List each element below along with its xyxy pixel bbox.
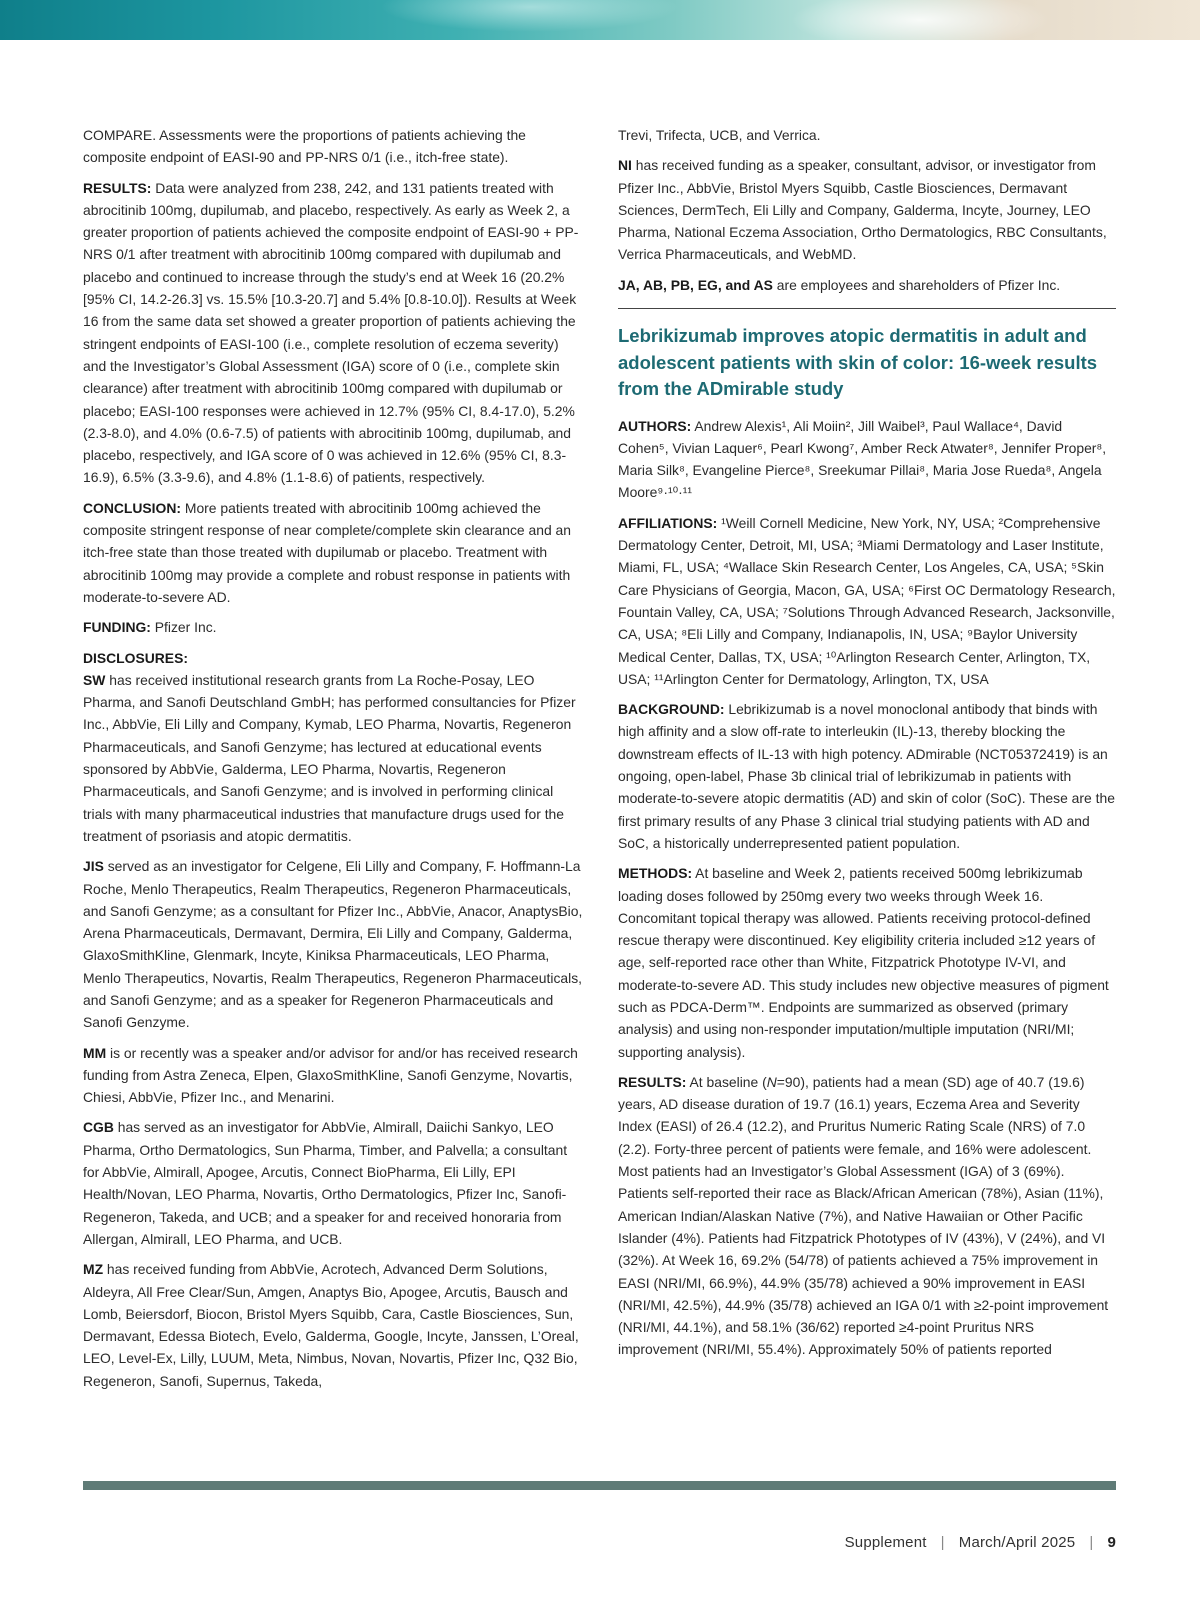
disclosure-mm-label: MM	[83, 1044, 107, 1061]
footer-issue: March/April 2025	[958, 1534, 1076, 1551]
right-column	[618, 124, 1116, 1369]
results-label-right: RESULTS:	[618, 1073, 687, 1090]
disclosure-employees-label: JA, AB, PB, EG, and AS	[618, 276, 773, 293]
disclosure-mm	[83, 1042, 583, 1109]
disclosure-sw-text: has received institutional research grants from La Roche-Posay, LEO Pharma, and Sanofi Deutschland GmbH; has performed consultancies for Pfizer Inc., AbbVie, Eli Lilly and Company, Kymab, LEO Pharma, Novartis, Regeneron Pharmaceuticals, and Sanofi Genzyme; has lectured at educational events sponsored by AbbVie, Galderma, LEO Pharma, Novartis, Regeneron Pharmaceuticals, and Sanofi Genzyme; and is involved in performing clinical trials with many pharmaceutical industries that manufacture drugs used for the treatment of psoriasis and atopic dermatitis.	[83, 671, 576, 844]
funding-paragraph	[83, 616, 583, 638]
background-label: BACKGROUND:	[618, 701, 725, 718]
disclosure-mz-label: MZ	[83, 1261, 104, 1278]
section-divider	[618, 308, 1116, 309]
results-label: RESULTS:	[83, 179, 152, 196]
authors-label: AUTHORS:	[618, 417, 692, 434]
results-paragraph	[83, 177, 583, 489]
page-number: 9	[1107, 1534, 1116, 1551]
background-text: Lebrikizumab is a novel monoclonal antibody that binds with high affinity and a slow off-rate to interleukin (IL)-13, thereby blocking the downstream effects of IL-13 with high potency. ADmirable (NCT05372419) is an ongoing, open-label, Phase 3b clinical trial of lebrikizumab in patients with moderate-to-severe atopic dermatitis (AD) and skin of color (SoC). These are the first primary results of any Phase 3 clinical trial studying patients with AD and SoC, a historically underrepresented patient population.	[618, 701, 1115, 851]
disclosure-mm-text: is or recently was a speaker and/or advisor for and/or has received research funding from Astra Zeneca, Elpen, GlaxoSmithKline, Sanofi Genzyme, Novartis, Chiesi, AbbVie, Pfizer Inc., and Menarini.	[83, 1044, 578, 1106]
methods-label: METHODS:	[618, 865, 693, 882]
footer-separator: |	[940, 1534, 945, 1551]
disclosure-ni-text: has received funding as a speaker, consultant, advisor, or investigator from Pfizer Inc., AbbVie, Bristol Myers Squibb, Castle Biosciences, Dermavant Sciences, DermTech, Eli Lilly and Company, Galderma, Incyte, Journey, LEO Pharma, National Eczema Association, Ortho Dermatologics, RBC Consultants, Verrica Pharmaceuticals, and WebMD.	[618, 157, 1107, 263]
conclusion-text: More patients treated with abrocitinib 100mg achieved the composite stringent response of near complete/complete skin clearance and an itch-free state than those treated with dupilumab or placebo. Treatment with abrocitinib 100mg may provide a complete and robust response in patients with moderate-to-severe AD.	[83, 499, 571, 605]
disclosure-sw-label: SW	[83, 671, 106, 688]
disclosure-sw	[83, 669, 583, 847]
disclosure-cgb-text: has served as an investigator for AbbVie, Almirall, Daiichi Sankyo, LEO Pharma, Ortho Dermatologics, Sun Pharma, Timber, and Palvella; a consultant for AbbVie, Almirall, Apogee, Arcutis, Connect BioPharma, Eli Lilly, EPI Health/Novan, LEO Pharma, Novartis, Ortho Dermatologics, Pfizer Inc, Sanofi-Regeneron, Takeda, and UCB; and a speaker for and received honoraria from Allergan, Almirall, LEO Pharma, and UCB.	[83, 1119, 568, 1247]
disclosure-mz-continued: Trevi, Trifecta, UCB, and Verrica.	[618, 127, 821, 143]
authors-paragraph	[618, 415, 1116, 504]
left-column	[83, 124, 583, 1400]
results-pre: At baseline (	[686, 1073, 767, 1090]
header-banner-image	[0, 0, 1200, 40]
results-text: Data were analyzed from 238, 242, and 131 patients treated with abrocitinib 100mg, dupilumab, and placebo, respectively. As early as Week 2, a greater proportion of patients achieved the composite endpoint of EASI-90 + PP-NRS 0/1 after treatment with abrocitinib 100mg compared with dupilumab and placebo and continued to increase through the study’s end at Week 16 (20.2% [95% CI, 14.2-26.3] vs. 15.5% [10.3-20.7] and 5.4% [0.8-10.0]). Results at Week 16 from the same data set showed a greater proportion of patients achieving the stringent endpoints of EASI-100 (i.e., complete resolution of eczema severity) and the Investigator’s Global Assessment (IGA) score of 0 (i.e., complete skin clearance) after treatment with abrocitinib 100mg compared with dupilumab or placebo; EASI-100 responses were achieved in 12.7% (95% CI, 8.4-17.0), 5.2% (2.3-8.0), and 4.0% (0.6-7.5) of patients with abrocitinib 100mg, dupilumab, and placebo, respectively, and IGA score of 0 was achieved in 12.6% (95% CI, 8.3-16.9), 6.5% (3.3-9.6), and 4.8% (1.1-8.6) of patients, respectively.	[83, 179, 579, 486]
disclosure-jis-text: served as an investigator for Celgene, Eli Lilly and Company, F. Hoffmann-La Roche, Menlo Therapeutics, Realm Therapeutics, Regeneron Pharmaceuticals, and Sanofi Genzyme; as a consultant for Pfizer Inc., AbbVie, Anacor, AnaptysBio, Arena Pharmaceuticals, Dermavant, Dermira, Eli Lilly and Company, Galderma, GlaxoSmithKline, Glenmark, Incyte, Kiniksa Pharmaceuticals, LEO Pharma, Menlo Therapeutics, Novartis, Realm Therapeutics, Regeneron Pharmaceuticals, and Sanofi Genzyme; and as a speaker for Regeneron Pharmaceuticals and Sanofi Genzyme.	[83, 858, 583, 1031]
disclosure-employees-text: are employees and shareholders of Pfizer Inc.	[772, 276, 1061, 293]
compare-paragraph: COMPARE. Assessments were the proportions of patients achieving the composite endpoint of EASI-90 and PP-NRS 0/1 (i.e., itch-free state).	[83, 127, 526, 166]
methods-paragraph	[618, 862, 1116, 1063]
disclosure-mz-text: has received funding from AbbVie, Acrotech, Advanced Derm Solutions, Aldeyra, All Free Clear/Sun, Amgen, Anaptys Bio, Apogee, Arcutis, Bausch and Lomb, Beiersdorf, Biocon, Bristol Myers Squibb, Cara, Castle Biosciences, Sun, Dermavant, Edessa Biotech, Evelo, Galderma, Google, Incyte, Janssen, L’Oreal, LEO, Level-Ex, Lilly, LUUM, Meta, Nimbus, Novan, Novartis, Pfizer Inc, Q32 Bio, Regeneron, Sanofi, Supernus, Takeda,	[83, 1261, 579, 1389]
disclosure-ni-label: NI	[618, 157, 632, 174]
banner-foam-decoration	[790, 0, 1050, 40]
disclosure-jis	[83, 855, 583, 1033]
results-paragraph-right	[618, 1071, 1116, 1361]
funding-text: Pfizer Inc.	[150, 619, 217, 636]
affiliations-paragraph	[618, 512, 1116, 690]
footer-separator-2: |	[1089, 1534, 1094, 1551]
footer-publication: Supplement	[844, 1534, 927, 1551]
disclosure-cgb-label: CGB	[83, 1119, 114, 1136]
disclosures-paragraph	[83, 647, 583, 669]
disclosure-employees	[618, 274, 1116, 296]
conclusion-paragraph	[83, 497, 583, 608]
disclosure-jis-label: JIS	[83, 858, 104, 875]
methods-text: At baseline and Week 2, patients received 500mg lebrikizumab loading doses followed by 250mg every two weeks through Week 16. Concomitant topical therapy was allowed. Patients receiving protocol-defined rescue therapy were discontinued. Key eligibility criteria included ≥12 years of age, self-reported race other than White, Fitzpatrick Phototype IV-VI, and moderate-to-severe AD. This study includes new objective measures of pigment such as PDCA-Derm™. Endpoints are summarized as observed (primary analysis) and using non-responder imputation/multiple imputation (NRI/MI; supporting analysis).	[618, 865, 1109, 1060]
funding-label: FUNDING:	[83, 619, 151, 636]
results-text-right: =90), patients had a mean (SD) age of 40.7 (19.6) years, AD disease duration of 19.7 (16.1) years, Eczema Area and Severity Index (EASI) of 26.4 (12.2), and Pruritus Numeric Rating Scale (NRS) of 7.0 (2.2). Forty-three percent of patients were female, and 16% were adolescent. Most patients had an Investigator’s Global Assessment (IGA) of 3 (69%). Patients self-reported their race as Black/African American (78%), Asian (11%), American Indian/Alaskan Native (7%), and Native Hawaiian or Other Pacific Islander (4%). Patients had Fitzpatrick Phototypes of IV (43%), V (24%), and VI (32%). At Week 16, 69.2% (54/78) of patients achieved a 75% improvement in EASI (NRI/MI, 66.9%), 44.9% (35/78) achieved a 90% improvement in EASI (NRI/MI, 42.5%), 44.9% (35/78) achieved an IGA 0/1 with ≥2-point improvement (NRI/MI, 44.1%), and 58.1% (36/62) reported ≥4-point Pruritus NRS improvement (NRI/MI, 55.4%). Approximately 50% of patients reported	[618, 1073, 1109, 1358]
authors-text: Andrew Alexis¹, Ali Moiin², Jill Waibel³, Paul Wallace⁴, David Cohen⁵, Vivian Laquer⁶, Pearl Kwong⁷, Amber Reck Atwater⁸, Jennifer Proper⁸, Maria Silk⁸, Evangeline Pierce⁸, Sreekumar Pillai⁸, Maria Jose Rueda⁸, Angela Moore⁹·¹⁰·¹¹	[618, 417, 1107, 501]
results-n-italic: N	[766, 1073, 777, 1090]
disclosure-cgb	[83, 1116, 583, 1250]
page-footer	[845, 1534, 1116, 1551]
affiliations-label: AFFILIATIONS:	[618, 514, 718, 531]
affiliations-text: ¹Weill Cornell Medicine, New York, NY, USA; ²Comprehensive Dermatology Center, Detroit, MI, USA; ³Miami Dermatology and Laser Institute, Miami, FL, USA; ⁴Wallace Skin Research Center, Los Angeles, CA, USA; ⁵Skin Care Physicians of Georgia, Macon, GA, USA; ⁶First OC Dermatology Research, Fountain Valley, CA, USA; ⁷Solutions Through Advanced Research, Jacksonville, CA, USA; ⁸Eli Lilly and Company, Indianapolis, IN, USA; ⁹Baylor University Medical Center, Dallas, TX, USA; ¹⁰Arlington Research Center, Arlington, TX, USA; ¹¹Arlington Center for Dermatology, Arlington, TX, USA	[618, 514, 1116, 687]
banner-wave-decoration	[380, 0, 680, 32]
background-paragraph	[618, 698, 1116, 854]
disclosure-mz	[83, 1258, 583, 1392]
disclosure-ni	[618, 154, 1116, 265]
conclusion-label: CONCLUSION:	[83, 499, 182, 516]
article-title: Lebrikizumab improves atopic dermatitis in adult and adolescent patients with skin of color: 16-week results from the ADmirable study	[618, 325, 1098, 400]
disclosures-label: DISCLOSURES:	[83, 649, 188, 666]
footer-bar	[83, 1481, 1116, 1490]
